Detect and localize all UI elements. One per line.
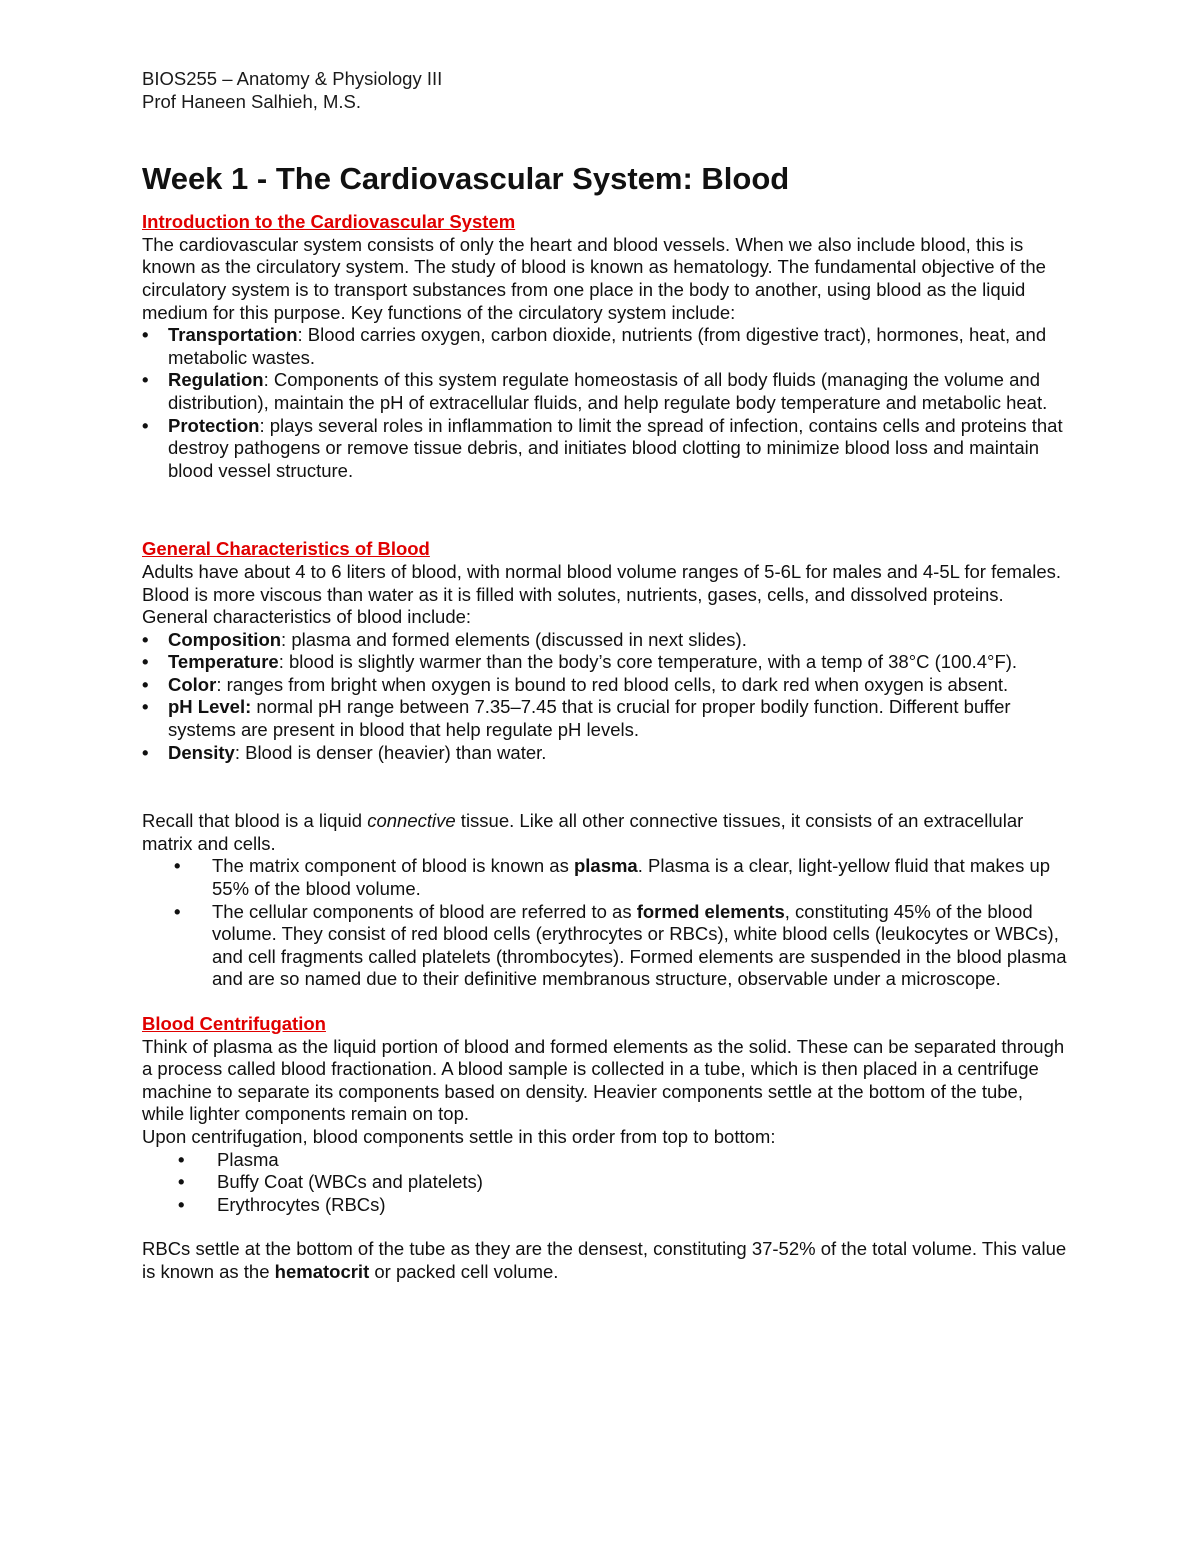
recall-emphasis: connective	[367, 810, 456, 832]
list-item	[142, 696, 1070, 741]
intro-function-list	[142, 324, 1070, 482]
spacer	[142, 1216, 1070, 1238]
list-item	[142, 324, 1070, 369]
list-item-term: Transportation	[168, 324, 298, 346]
list-item-text: . Plasma is a clear, light-yellow fluid that makes up 55% of the blood volume.	[212, 855, 1051, 900]
list-item-term: Regulation	[168, 369, 264, 391]
hematocrit-paragraph	[142, 1238, 1070, 1283]
list-item-text: : Blood is denser (heavier) than water.	[234, 741, 547, 763]
spacer	[142, 764, 1070, 810]
list-item	[142, 674, 1070, 697]
recall-text-end: tissue. Like all other connective tissues, it consists of an extracellular matrix and cells.	[142, 810, 1024, 854]
list-item-text: : Blood carries oxygen, carbon dioxide, nutrients (from digestive tract), hormones, heat, and metabolic wastes.	[168, 324, 1047, 368]
list-item: • Erythrocytes (RBCs)	[142, 1194, 1070, 1217]
list-item	[142, 855, 1070, 900]
section-heading-centrifugation: Blood Centrifugation	[142, 1013, 326, 1034]
general-paragraph: Adults have about 4 to 6 liters of blood, with normal blood volume ranges of 5-6L for males and 4-5L for females. Blood is more viscous than water as it is filled with solutes, nutrients, gases, cells, and dissolved proteins. General characteristics of blood include:	[142, 560, 1062, 628]
section-heading-introduction: Introduction to the Cardiovascular System	[142, 211, 516, 233]
list-item-term: pH Level:	[168, 696, 252, 718]
centrifugation-order-intro: Upon centrifugation, blood components settle in this order from top to bottom:	[142, 1125, 776, 1147]
list-item-text: : blood is slightly warmer than the body’s core temperature, with a temp of 38°C (100.4°F).	[278, 651, 1018, 673]
list-item	[142, 901, 1070, 991]
recall-paragraph	[142, 810, 1070, 855]
section-heading-general-characteristics: General Characteristics of Blood	[142, 538, 430, 560]
list-item	[142, 629, 1070, 652]
page-title: Week 1 - The Cardiovascular System: Blood	[142, 161, 790, 197]
list-item-term: Protection	[168, 414, 260, 436]
intro-paragraph: The cardiovascular system consists of only the heart and blood vessels. When we also include blood, this is known as the circulatory system. The study of blood is known as hematology. The fundamental objective of the circulatory system is to transport substances from one place in the body to another, using blood as the liquid medium for this purpose. Key functions of the circulatory system include:	[142, 233, 1046, 323]
recall-text-start: Recall that blood is a liquid	[142, 810, 368, 832]
list-item-term: plasma	[573, 855, 638, 877]
hematocrit-term: hematocrit	[274, 1260, 370, 1282]
list-item-text: : plasma and formed elements (discussed in next slides).	[281, 628, 747, 650]
centrifugation-order-list	[142, 1149, 1070, 1217]
list-item-term: Composition	[168, 628, 282, 650]
general-characteristics-list	[142, 629, 1070, 765]
spacer	[142, 991, 1070, 1013]
list-item-text: The cellular components of blood are referred to as	[212, 900, 637, 922]
list-item: • Buffy Coat (WBCs and platelets)	[142, 1171, 1070, 1194]
list-item-text: : plays several roles in inflammation to limit the spread of infection, contains cells and proteins that destroy pathogens or remove tissue debris, and initiates blood clotting to minimize blood loss and maintain blood vessel structure.	[168, 414, 1063, 481]
list-item	[142, 369, 1070, 414]
list-item-term: formed elements	[636, 900, 785, 922]
list-item-text: , constituting 45% of the blood volume. They consist of red blood cells (erythrocytes or RBCs), white blood cells (leukocytes or WBCs), and cell fragments called platelets (thrombocytes). Formed elements are suspended in the blood plasma and are so named due to their definitive membranous structure, observable under a microscope.	[212, 900, 1067, 990]
blood-components-list	[142, 855, 1070, 991]
list-item-text: The matrix component of blood is known as	[212, 855, 574, 877]
course-title: BIOS255 – Anatomy & Physiology III	[142, 68, 443, 89]
list-item-text: : ranges from bright when oxygen is bound to red blood cells, to dark red when oxygen is absent.	[216, 673, 1009, 695]
professor-name: Prof Haneen Salhieh, M.S.	[142, 90, 362, 112]
list-item-text: normal pH range between 7.35–7.45 that is crucial for proper bodily function. Different buffer systems are present in blood that help regulate pH levels.	[168, 696, 1011, 741]
centrifugation-paragraph: Think of plasma as the liquid portion of blood and formed elements as the solid. These can be separated through a process called blood fractionation. A blood sample is collected in a tube, which is then placed in a centrifuge machine to separate its components based on density. Heavier components settle at the bottom of the tube, while lighter components remain on top.	[142, 1035, 1065, 1125]
list-item-text: : Components of this system regulate homeostasis of all body fluids (managing the volume and distribution), maintain the pH of extracellular fluids, and help regulate body temperature and metabolic heat.	[168, 369, 1048, 413]
list-item	[142, 651, 1070, 674]
list-item-term: Color	[168, 673, 217, 695]
list-item-term: Density	[168, 741, 235, 763]
spacer	[142, 482, 1070, 538]
list-item-term: Temperature	[168, 651, 279, 673]
list-item	[142, 415, 1070, 483]
list-item: • Plasma	[142, 1149, 1070, 1172]
hematocrit-text-start: RBCs settle at the bottom of the tube as they are the densest, constituting 37-52% of the total volume. This value is known as the	[142, 1238, 1067, 1282]
hematocrit-text-end: or packed cell volume.	[369, 1260, 559, 1282]
list-item	[142, 742, 1070, 765]
